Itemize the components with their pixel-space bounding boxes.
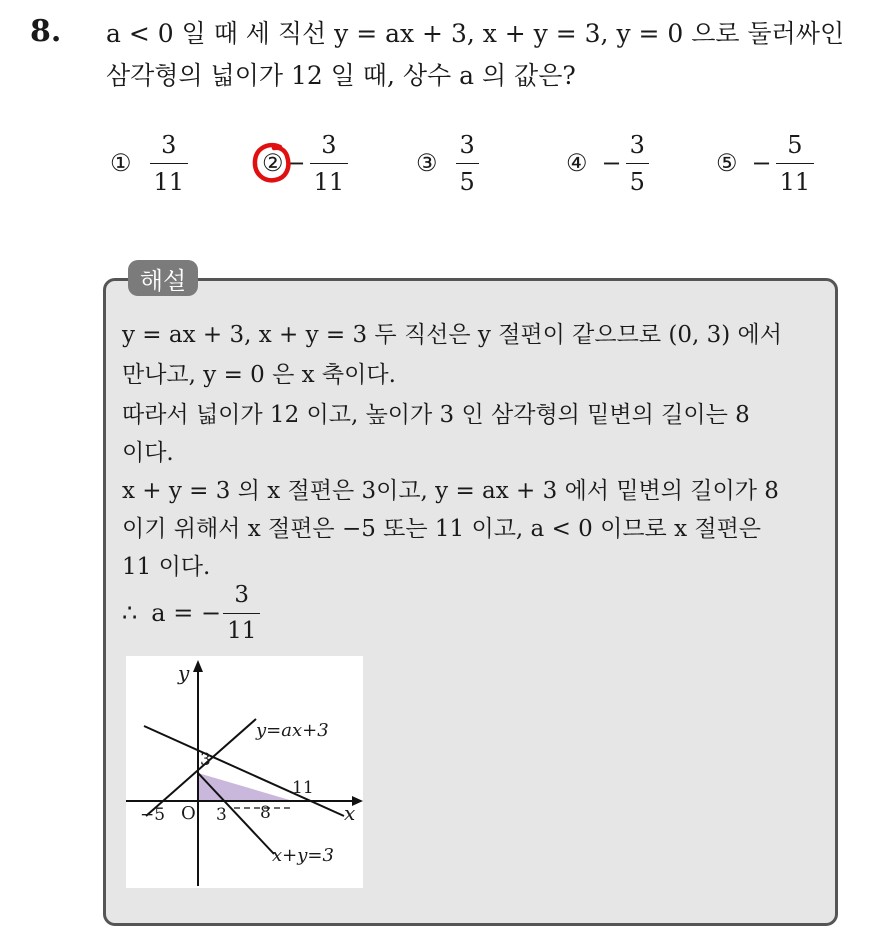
solution-answer <box>122 578 260 648</box>
choice-numerator: 3 <box>321 130 337 159</box>
choice-4[interactable] <box>566 128 649 198</box>
answer-fraction <box>223 581 260 644</box>
choice-fraction <box>456 130 479 196</box>
choice-number: ② <box>262 149 284 177</box>
solution-line: 만나고, y = 0 은 x 축이다. <box>122 362 396 388</box>
y-axis-arrow <box>193 660 203 672</box>
choice-number: ③ <box>416 149 438 177</box>
answer-choices <box>0 128 884 198</box>
solution-line: x + y = 3 의 x 절편은 3이고, y = ax + 3 에서 밑변의 길이가 8 <box>122 478 779 504</box>
x-intercept-neg5-label: −5 <box>140 805 166 825</box>
solution-graph <box>126 656 363 888</box>
x-intercept-11-label: 11 <box>292 778 314 798</box>
choice-number: ① <box>110 149 132 177</box>
question-line-2: 삼각형의 넓이가 12 일 때, 상수 a 의 값은? <box>106 61 576 90</box>
origin-label: O <box>181 803 196 824</box>
answer-lhs: a = − <box>151 599 222 627</box>
choice-1[interactable] <box>110 128 188 198</box>
solution-line: 이기 위해서 x 절편은 −5 또는 11 이고, a < 0 이므로 x 절편은 <box>122 516 762 542</box>
choice-numerator: 3 <box>459 130 475 159</box>
y-axis-label: y <box>178 661 190 685</box>
choice-numerator: 3 <box>629 130 645 159</box>
x-intercept-3-label: 3 <box>216 805 227 825</box>
solution-line: 따라서 넓이가 12 이고, 높이가 3 인 삼각형의 밑변의 길이는 8 <box>122 402 750 428</box>
therefore-symbol: ∴ <box>122 599 138 627</box>
choice-numerator: 5 <box>787 130 803 159</box>
choice-fraction <box>310 130 349 196</box>
choice-fraction <box>776 130 815 196</box>
choice-numerator: 3 <box>161 130 177 159</box>
choice-denominator: 5 <box>456 163 479 194</box>
solution-line: 11 이다. <box>122 554 211 580</box>
choice-denominator: 11 <box>310 163 349 194</box>
answer-denominator: 11 <box>223 613 260 643</box>
answer-numerator: 3 <box>234 581 250 608</box>
choice-fraction <box>150 130 189 196</box>
x-axis-label: x <box>344 801 356 825</box>
line2-label: x+y=3 <box>272 845 334 866</box>
solution-tag: 해설 <box>128 260 198 296</box>
line1-label: y=ax+3 <box>256 720 329 741</box>
choice-number: ⑤ <box>716 149 738 177</box>
solution-line: 이다. <box>122 440 174 466</box>
choice-5[interactable] <box>716 128 814 198</box>
choice-denominator: 11 <box>150 163 189 194</box>
choice-denominator: 11 <box>776 163 815 194</box>
solution-line: y = ax + 3, x + y = 3 두 직선은 y 절편이 같으므로 (0, 3) 에서 <box>122 322 782 348</box>
choice-sign: − <box>751 149 772 177</box>
choice-denominator: 5 <box>626 163 649 194</box>
choice-sign: − <box>285 149 306 177</box>
choice-sign: − <box>601 149 622 177</box>
question-line-1: a < 0 일 때 세 직선 y = ax + 3, x + y = 3, y = 0 으로 둘러싸인 <box>106 19 845 48</box>
base-length-label: 8 <box>260 803 271 823</box>
choice-3[interactable] <box>416 128 479 198</box>
question-number: 8. <box>30 14 62 49</box>
choice-fraction <box>626 130 649 196</box>
selected-answer-circle-mark <box>250 141 294 185</box>
y-intercept-label: 3 <box>200 750 211 770</box>
choice-number: ④ <box>566 149 588 177</box>
